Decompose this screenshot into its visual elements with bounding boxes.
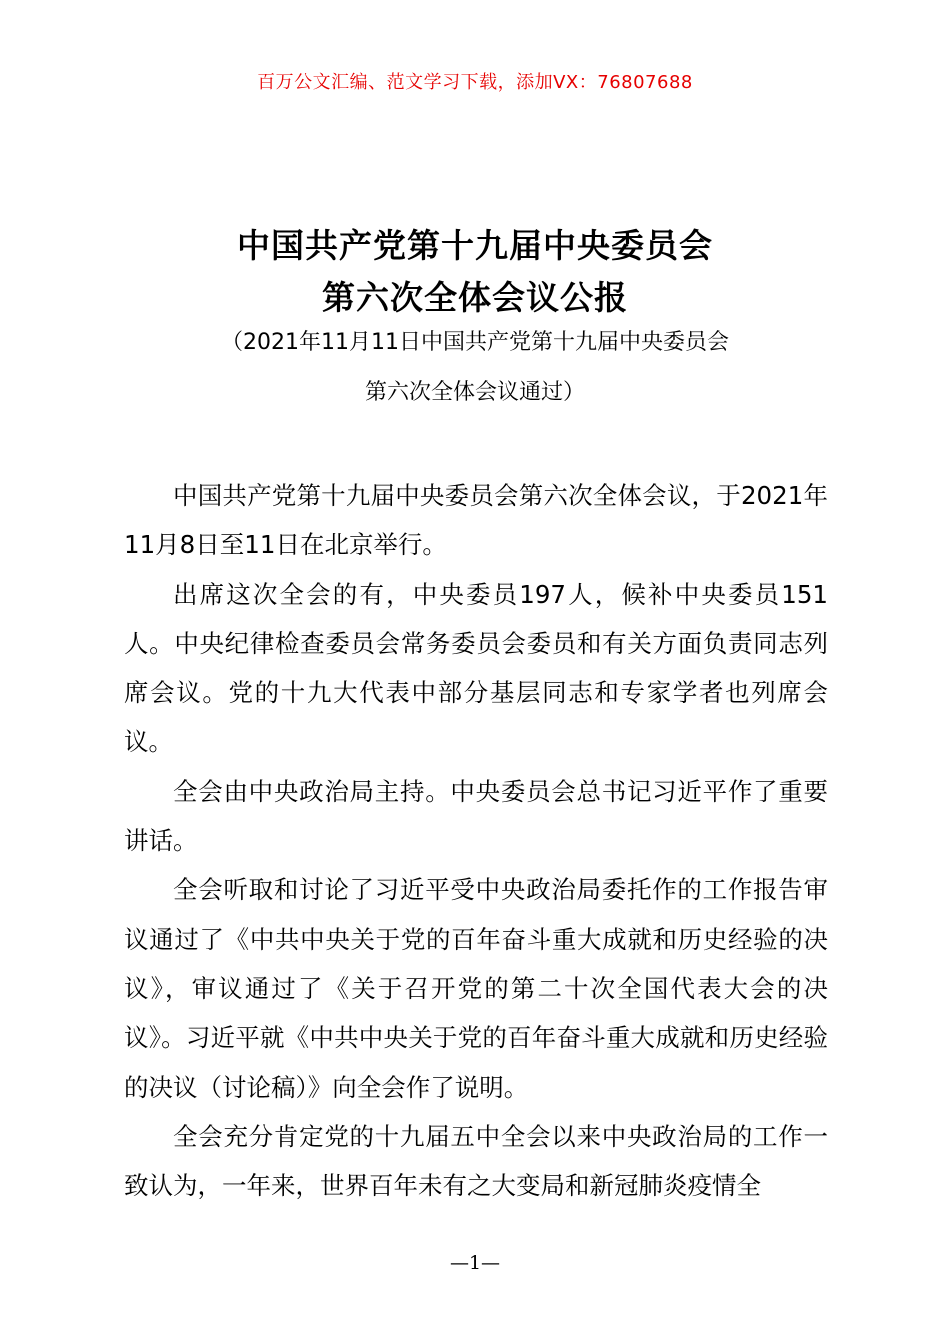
document-title-line-1: 中国共产党第十九届中央委员会 [237, 226, 713, 265]
document-title-line-2: 第六次全体会议公报 [322, 278, 628, 317]
paragraph: 全会充分肯定党的十九届五中全会以来中央政治局的工作一致认为，一年来，世界百年未有之大变局和新冠肺炎疫情全 [124, 1121, 828, 1201]
paragraph: 全会由中央政治局主持。中央委员会总书记习近平作了重要讲话。 [124, 776, 828, 856]
paragraph: 全会听取和讨论了习近平受中央政治局委托作的工作报告审议通过了《中共中央关于党的百年奋斗重大成就和历史经验的决议》，审议通过了《关于召开党的第二十次全国代表大会的决议》。习近平就《中共中央关于党的百年奋斗重大成就和历史经验的决议（讨论稿）》向全会作了说明。 [124, 875, 828, 1102]
page-number: —1— [449, 1252, 501, 1274]
header-note: 百万公文汇编、范文学习下载，添加VX：76807688 [257, 72, 693, 93]
document-subtitle-line-2: 第六次全体会议通过） [364, 380, 585, 405]
paragraph: 出席这次全会的有，中央委员197人，候补中央委员151人。中央纪律检查委员会常务委员会委员和有关方面负责同志列席会议。党的十九大代表中部分基层同志和专家学者也列席会议。 [124, 579, 828, 757]
document-body [124, 471, 828, 1210]
paragraph: 中国共产党第十九届中央委员会第六次全体会议，于2021年11月8日至11日在北京举行。 [124, 481, 828, 560]
document-subtitle-line-1: （2021年11月11日中国共产党第十九届中央委员会 [221, 330, 729, 355]
